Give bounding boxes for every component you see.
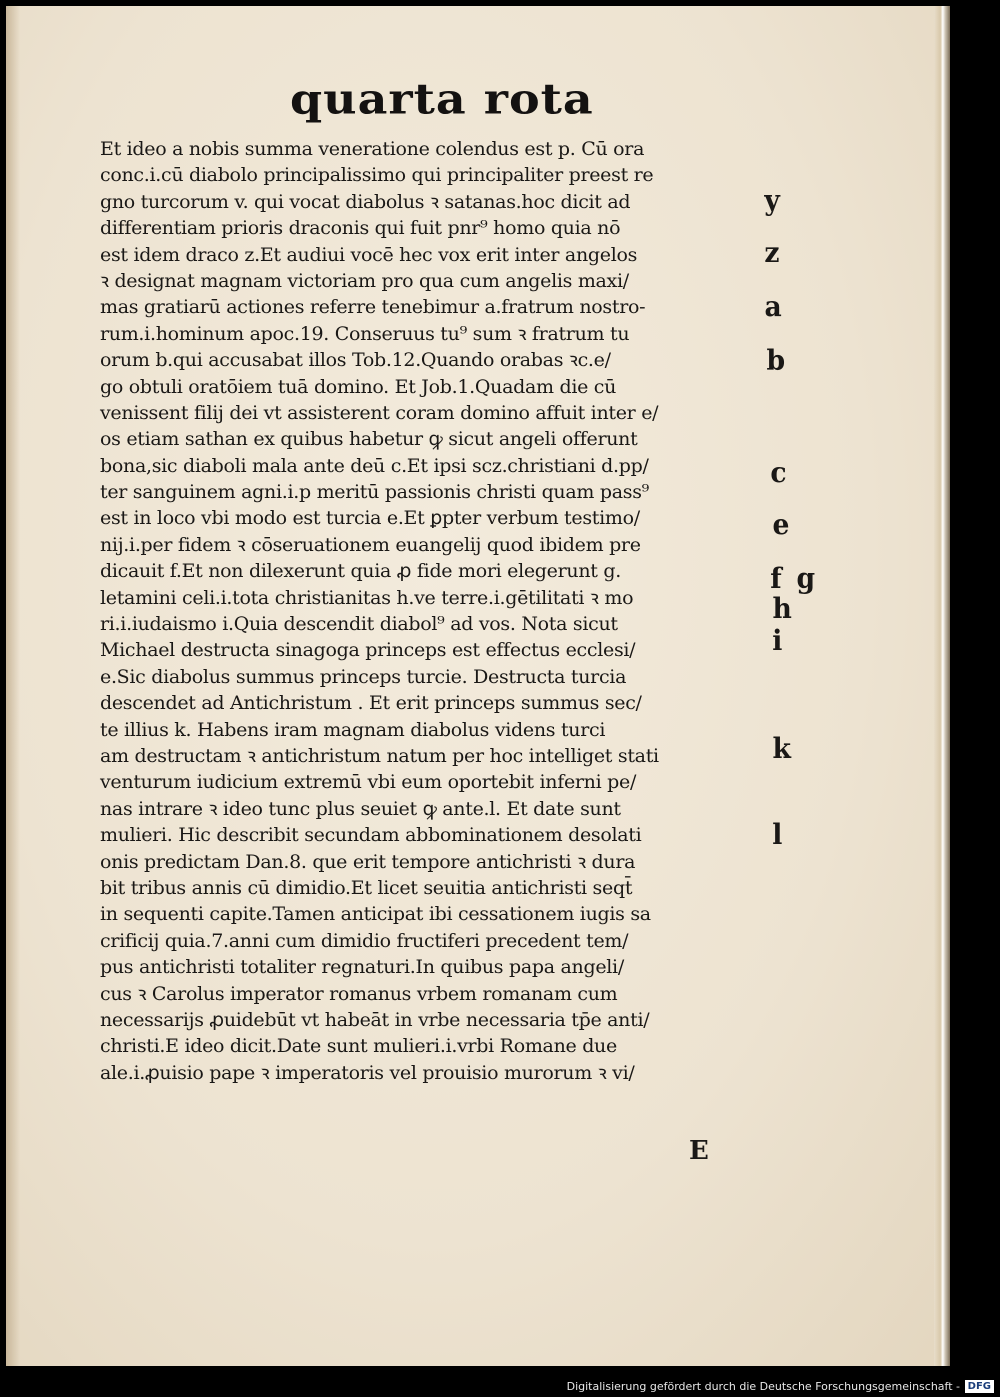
- text-line: gno turcorum v. qui vocat diabolus ꝛ satanas.hoc dicit ad: [100, 190, 631, 213]
- text-line: ri.i.iudaismo i.Quia descendit diabol⁹ ad vos. Nota sicut: [100, 613, 618, 636]
- text-line: christi.E ideo dicit.Date sunt mulieri.i.vrbi Romane due: [100, 1035, 617, 1058]
- margin-letter-h: h: [772, 592, 792, 625]
- margin-letter-a: a: [764, 290, 782, 323]
- text-line: venturum iudicium extremū vbi eum oportebit inferni pe/: [100, 771, 637, 794]
- margin-letter-y: y: [764, 184, 780, 217]
- catchword: E: [689, 1136, 709, 1166]
- footer-credit: Digitalisierung gefördert durch die Deutsche Forschungsgemeinschaft -: [566, 1380, 960, 1393]
- margin-letter-z: z: [764, 236, 780, 269]
- text-line: mas gratiarū actiones referre tenebimur a.fratrum nostro-: [100, 296, 646, 319]
- page-left-edge: [6, 6, 20, 1366]
- text-line: bit tribus annis cū dimidio.Et licet seuitia antichristi seqt̄: [100, 876, 633, 899]
- book-page: [6, 6, 950, 1366]
- main-text-block: [100, 136, 783, 1086]
- margin-letter-k: k: [772, 732, 791, 765]
- margin-letter-e: e: [772, 508, 790, 541]
- book-binding-edge: [934, 6, 950, 1366]
- text-line: necessarijs ꝓuidebūt vt habeāt in vrbe necessaria tp̄e anti/: [100, 1008, 650, 1031]
- text-line: am destructam ꝛ antichristum natum per hoc intelliget stati: [100, 744, 659, 767]
- text-line: te illius k. Habens iram magnam diabolus videns turci: [100, 718, 606, 741]
- margin-letter-c: c: [770, 456, 787, 489]
- text-line: conc.i.cū diabolo principalissimo qui principaliter preest re: [100, 164, 654, 187]
- text-line: dicauit f.Et non dilexerunt quia ꝓ fide mori elegerunt g.: [100, 560, 621, 583]
- text-line: est idem draco z.Et audiui vocē hec vox erit inter angelos: [100, 243, 638, 266]
- margin-letter-g: g: [796, 562, 816, 595]
- text-line: Et ideo a nobis summa veneratione colendus est p. Cū ora: [100, 138, 645, 160]
- text-line: orum b.qui accusabat illos Tob.12.Quando orabas ꝛc.e/: [100, 349, 611, 372]
- text-line: mulieri. Hic describit secundam abbominationem desolati: [100, 824, 642, 847]
- text-line: rum.i.hominum apoc.19. Conseruus tu⁹ sum ꝛ fratrum tu: [100, 322, 630, 345]
- margin-letter-i: i: [772, 624, 783, 657]
- text-line: venissent filij dei vt assisterent coram domino affuit inter e/: [100, 401, 659, 424]
- margin-letter-b: b: [766, 344, 786, 377]
- text-line: descendet ad Antichristum . Et erit princeps summus sec/: [100, 692, 642, 715]
- text-line: bona,sic diaboli mala ante deū c.Et ipsi scz.christiani d.pp/: [100, 454, 649, 477]
- text-line: ter sanguinem agni.i.p meritū passionis christi quam pass⁹: [100, 481, 649, 504]
- text-line: est in loco vbi modo est turcia e.Et ꝑpter verbum testimo/: [100, 507, 640, 530]
- dfg-logo[interactable]: DFG: [965, 1380, 994, 1393]
- text-line: nij.i.per fidem ꝛ cōseruationem euangelij quod ibidem pre: [100, 533, 641, 556]
- text-line: ale.i.ꝓuisio pape ꝛ imperatoris vel prouisio murorum ꝛ vi/: [100, 1061, 635, 1084]
- text-line: nas intrare ꝛ ideo tunc plus seuiet ꝙ ante.l. Et date sunt: [100, 797, 621, 820]
- page-heading: quarta rota: [290, 74, 594, 124]
- text-line: crificij quia.7.anni cum dimidio fructiferi precedent tem/: [100, 929, 629, 952]
- text-line: e.Sic diabolus summus princeps turcie. Destructa turcia: [100, 665, 627, 688]
- text-line: cus ꝛ Carolus imperator romanus vrbem romanam cum: [100, 982, 618, 1005]
- margin-letter-l: l: [772, 818, 783, 851]
- text-line: differentiam prioris draconis qui fuit pnr⁹ homo quia nō: [100, 217, 621, 240]
- text-line: go obtuli oratōiem tuā domino. Et Job.1.Quadam die cū: [100, 375, 617, 398]
- text-line: ꝛ designat magnam victoriam pro qua cum angelis maxi/: [100, 269, 629, 292]
- margin-letter-f: f: [770, 562, 782, 595]
- text-line: onis predictam Dan.8. que erit tempore antichristi ꝛ dura: [100, 850, 636, 873]
- text-line: in sequenti capite.Tamen anticipat ibi cessationem iugis sa: [100, 903, 651, 926]
- text-line: os etiam sathan ex quibus habetur ꝙ sicut angeli offerunt: [100, 428, 638, 451]
- text-line: letamini celi.i.tota christianitas h.ve terre.i.gētilitati ꝛ mo: [100, 586, 634, 609]
- text-line: Michael destructa sinagoga princeps est effectus ecclesi/: [100, 639, 636, 662]
- text-line: pus antichristi totaliter regnaturi.In quibus papa angeli/: [100, 956, 624, 979]
